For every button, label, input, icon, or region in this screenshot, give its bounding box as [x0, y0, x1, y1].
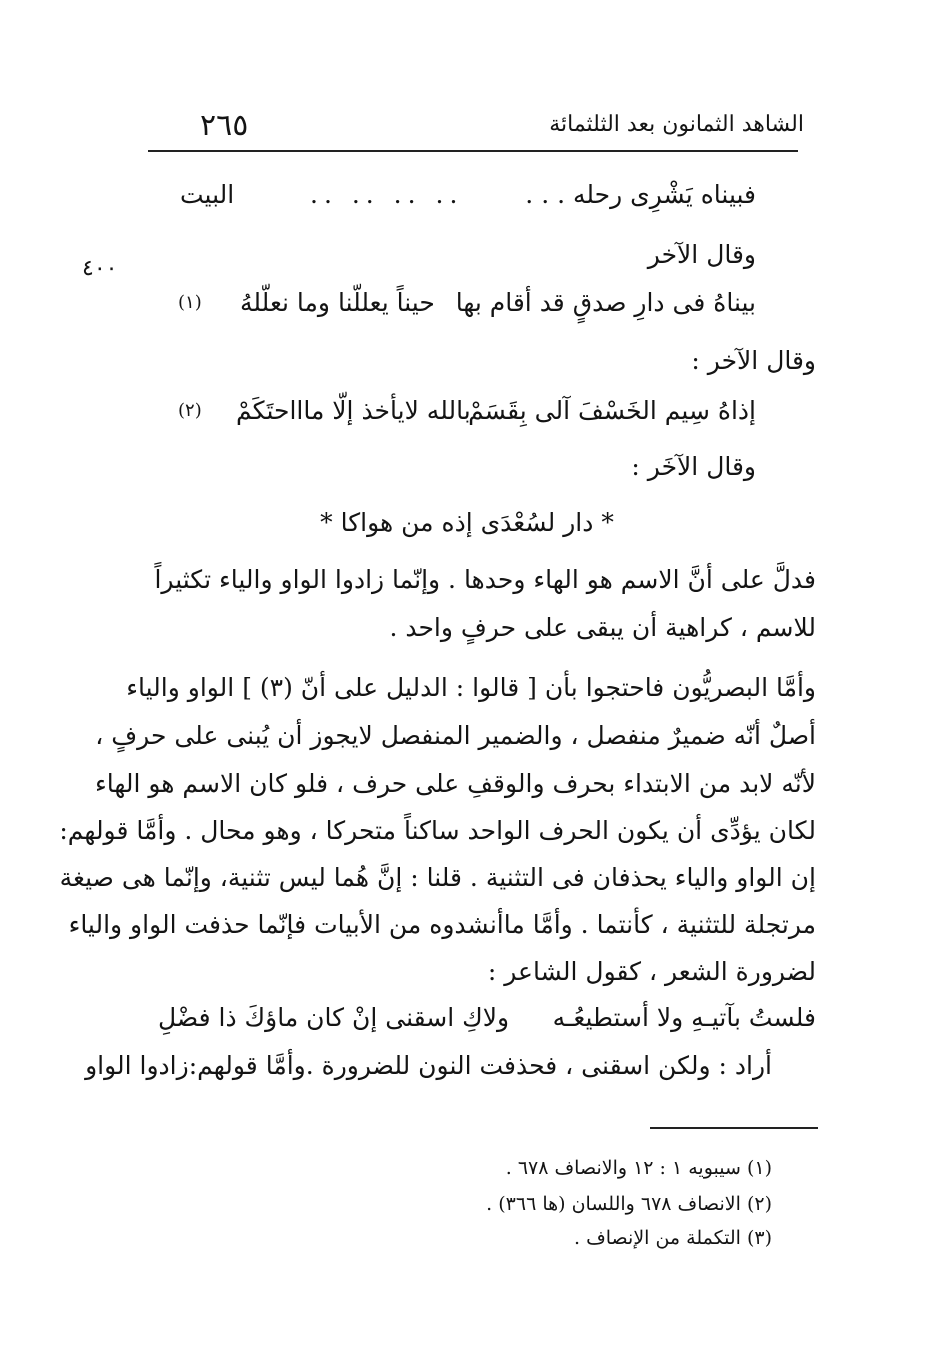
- paragraph-1-line-1: فدلَّ على أنَّ الاسم هو الهاء وحدها . وإنّما زادوا الواو والياء تكثيراً: [154, 565, 816, 594]
- paragraph-2-line-4: لكان يؤدِّى أن يكون الحرف الواحد ساكناً متحركا ، وهو محال . وأمَّا قولهم:: [59, 816, 816, 845]
- page-number: ٢٦٥: [200, 108, 249, 143]
- margin-number: ٤٠٠: [82, 256, 118, 281]
- paragraph-2-line-1: وأمَّا البصريُّون فاحتجوا بأن [ قالوا : الدليل على أنّ (٣) ] الواو والياء: [126, 673, 816, 702]
- verse-3-second-half: بالله لايأخذ إلّا ماااحتَكَمْ: [236, 396, 471, 425]
- final-line: أراد : ولكن اسقنى ، فحذفت النون للضرورة .وأمَّا قولهم:زادوا الواو: [85, 1051, 772, 1080]
- verse-3-first-half: إذاهُ سِيم الخَسْفَ آلى بِقَسَمْ: [468, 396, 756, 425]
- paragraph-2-line-6: مرتجلة للتثنية ، كأنتما . وأمَّا ماأنشدوه من الأبيات فإنّما حذفت الواو والياء: [68, 910, 816, 939]
- half-verse: * دار لسُعْدَى إذه من هواكا *: [320, 508, 614, 537]
- footnote-3: (٣) التكملة من الإنصاف .: [573, 1227, 772, 1249]
- intro-3: وقال الآخر :: [691, 346, 816, 375]
- intro-4: وقال الآخَر :: [631, 452, 756, 481]
- footnote-1: (١) سيبويه ١ : ١٢ والانصاف ٦٧٨ .: [505, 1157, 772, 1179]
- footnote-ref-1: (١): [178, 292, 202, 313]
- footnote-rule: [650, 1127, 818, 1129]
- paragraph-1-line-2: للاسم ، كراهية أن يبقى على حرفٍ واحد .: [389, 613, 816, 642]
- paragraph-2-line-7: لضرورة الشعر ، كقول الشاعر :: [487, 957, 816, 986]
- intro-2: وقال الآخر: [647, 240, 756, 269]
- paragraph-2-line-3: لأنّه لابد من الابتداء بحرف والوقفِ على حرف ، فلو كان الاسم هو الهاء: [94, 769, 816, 798]
- verse-1-first-half: فبيناه يَشْرِى رحله . . .: [525, 180, 756, 209]
- footnote-2: (٢) الانصاف ٦٧٨ واللسان (ها ٣٦٦) .: [486, 1193, 772, 1215]
- verse-4-first-half: فلستُ بآتيـهِ ولا أستطيعُـه: [552, 1003, 816, 1032]
- running-title: الشاهد الثمانون بعد الثلثمائة: [549, 112, 804, 137]
- verse-2-first-half: بيناهُ فى دارِ صدقٍ قد أقام بها: [455, 288, 756, 317]
- paragraph-2-line-5: إن الواو والياء يحذفان فى التثنية . قلنا : إنَّ هُما ليس تثنية، وإنّما هى صيغة: [59, 863, 816, 892]
- footnote-ref-2: (٢): [178, 400, 202, 421]
- verse-4-second-half: ولاكِ اسقنى إنْ كان ماؤكَ ذا فضْلِ: [158, 1003, 510, 1032]
- paragraph-2-line-2: أصلٌ أنّه ضميرٌ منفصل ، والضمير المنفصل لايجوز أن يُبنى على حرفٍ ،: [95, 721, 816, 750]
- verse-2-second-half: حيناً يعللّنا وما نعلّلهُ: [240, 288, 435, 317]
- verse-1-dots: .. .. .. ..: [310, 180, 464, 209]
- verse-1-end: البيت: [180, 180, 235, 209]
- header-rule: [148, 150, 798, 152]
